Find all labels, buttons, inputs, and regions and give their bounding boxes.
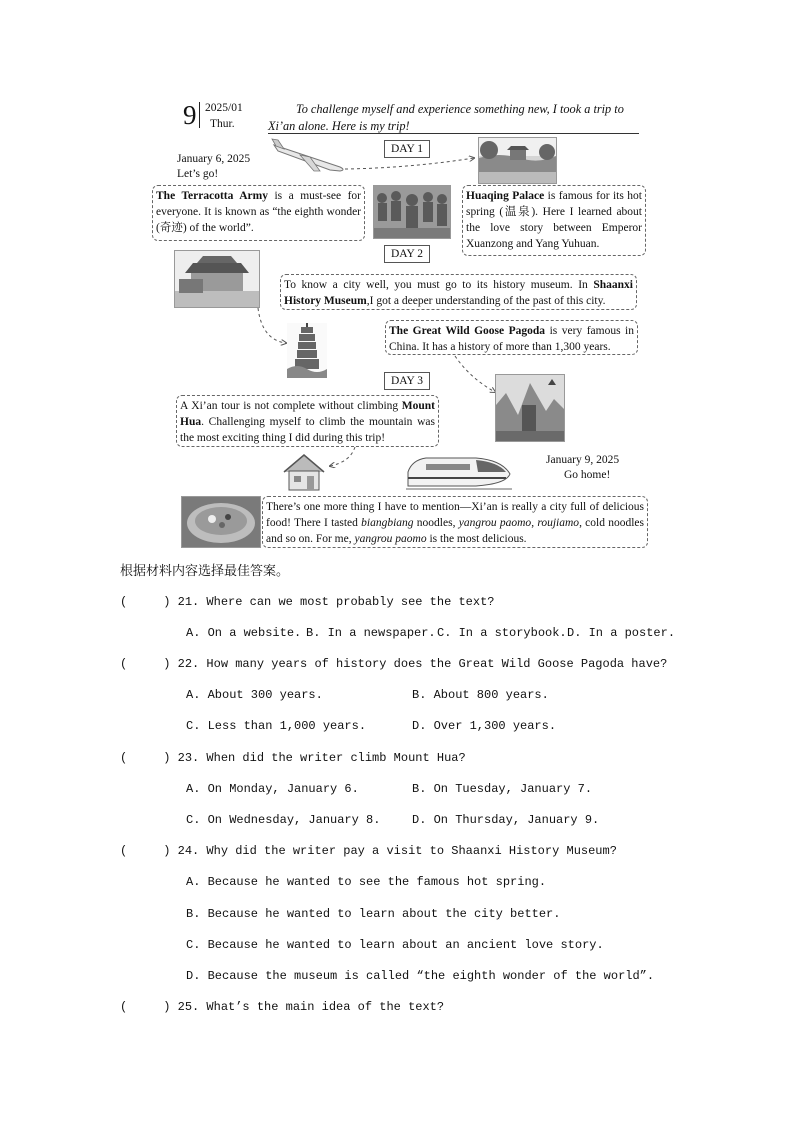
end-date: January 9, 2025 [546,454,620,466]
mount-hua-photo [495,374,565,442]
question-stem: 23. When did the writer climb Mount Hua? [177,751,466,765]
wild-goose-pagoda-text: is very famous in China. It has a history of more than 1,300 years. [389,325,635,353]
airplane-icon [270,137,348,175]
answer-bracket[interactable]: ( ) [120,1000,171,1014]
answer-bracket[interactable]: ( ) [120,751,171,765]
history-museum-box [280,274,637,310]
terracotta-army-box [152,185,365,241]
question-stem: 22. How many years of history does the Great Wild Goose Pagoda have? [177,657,668,671]
q24-option-a[interactable]: A. Because he wanted to see the famous hot spring. [186,875,547,889]
end-text: Go home! [564,469,611,481]
q23-option-c[interactable]: C. On Wednesday, January 8. [186,813,381,827]
day-number: 9 [183,100,197,130]
history-museum-text-post: ,I got a deeper understanding of the past of this city. [366,295,606,307]
question-stem: 25. What’s the main idea of the text? [177,1000,445,1014]
question-23 [120,750,466,766]
q21-option-a[interactable]: A. On a website. [186,626,302,640]
question-21 [120,594,494,610]
huaqing-palace-box [462,185,646,256]
q21-option-d[interactable]: D. In a poster. [567,626,676,640]
q21-option-b[interactable]: B. In a newspaper. [306,626,436,640]
mount-hua-text-pre: A Xi’an tour is not complete without climbing [180,400,402,412]
food-text-3: , [531,517,538,529]
food-text-1: There’s one more thing I have to mention—Xi’an is really a city full of delicious food! There I tasted [266,501,644,529]
question-stem: 24. Why did the writer pay a visit to Shaanxi History Museum? [177,844,617,858]
food-text-2: noodles, [413,517,459,529]
wild-goose-pagoda-photo [287,323,327,378]
food-item-favorite: yangrou paomo [354,533,427,545]
wild-goose-pagoda-title: The Great Wild Goose Pagoda [389,325,546,337]
question-24 [120,843,617,859]
q24-option-b[interactable]: B. Because he wanted to learn about the city better. [186,907,561,921]
huaqing-palace-title: Huaqing Palace [466,190,545,202]
q23-option-a[interactable]: A. On Monday, January 6. [186,782,359,796]
q23-option-b[interactable]: B. On Tuesday, January 7. [412,782,593,796]
terracotta-army-title: The Terracotta Army [156,190,268,202]
history-museum-title: Shaanxi History Museum [284,279,633,307]
start-date: January 6, 2025 [177,153,251,165]
history-museum-text-pre: To know a city well, you must go to its history museum. In [284,279,594,291]
question-22 [120,656,667,672]
q23-option-d[interactable]: D. On Thursday, January 9. [412,813,600,827]
huaqing-palace-photo [478,137,557,184]
q21-option-c[interactable]: C. In a storybook. [437,626,567,640]
header-weekday: Thur. [210,118,235,130]
day-3-label: DAY 3 [384,372,430,390]
intro-text: To challenge myself and experience something new, I took a trip to Xi’an alone. Here is my trip! [268,102,624,133]
q22-option-d[interactable]: D. Over 1,300 years. [412,719,557,733]
huaqing-palace-text: is famous for its hot spring (温泉). Here I learned about the love story between Emperor Xuanzong and Yang Yuhuan. [466,190,642,250]
food-item-yangrou-paomo: yangrou paomo [458,517,532,529]
mount-hua-title: Mount Hua [180,400,435,428]
wild-goose-pagoda-box [385,320,638,355]
terracotta-army-photo [373,185,451,239]
mount-hua-text-post: . Challenging myself to climb the mountain was the most exciting thing I did during this trip! [180,416,435,444]
answer-bracket[interactable]: ( ) [120,657,171,671]
instruction-heading: 根据材料内容选择最佳答案。 [120,563,290,578]
question-25 [120,999,444,1015]
food-text-5: is the most delicious. [426,533,527,545]
food-item-biangbiang: biangbiang [361,517,414,529]
house-icon [282,452,326,492]
food-photo [181,496,261,548]
answer-bracket[interactable]: ( ) [120,595,171,609]
food-item-roujiamo: roujiamo [537,517,580,529]
q22-option-c[interactable]: C. Less than 1,000 years. [186,719,367,733]
q22-option-a[interactable]: A. About 300 years. [186,688,323,702]
start-text: Let’s go! [177,168,219,180]
mount-hua-box [176,395,439,447]
q24-option-c[interactable]: C. Because he wanted to learn about an ancient love story. [186,938,604,952]
history-museum-photo [174,250,260,308]
train-icon [406,452,512,490]
food-box [262,496,648,548]
q24-option-d[interactable]: D. Because the museum is called “the eighth wonder of the world”. [186,969,655,983]
question-stem: 21. Where can we most probably see the text? [177,595,495,609]
header-date: 2025/01 [205,102,243,114]
day-1-label: DAY 1 [384,140,430,158]
food-text-4: , cold noodles and so on. For me, [266,517,645,545]
answer-bracket[interactable]: ( ) [120,844,171,858]
terracotta-army-text: is a must-see for everyone. It is known as “the eighth wonder (奇迹) of the world”. [156,190,361,234]
day-2-label: DAY 2 [384,245,430,263]
q22-option-b[interactable]: B. About 800 years. [412,688,549,702]
